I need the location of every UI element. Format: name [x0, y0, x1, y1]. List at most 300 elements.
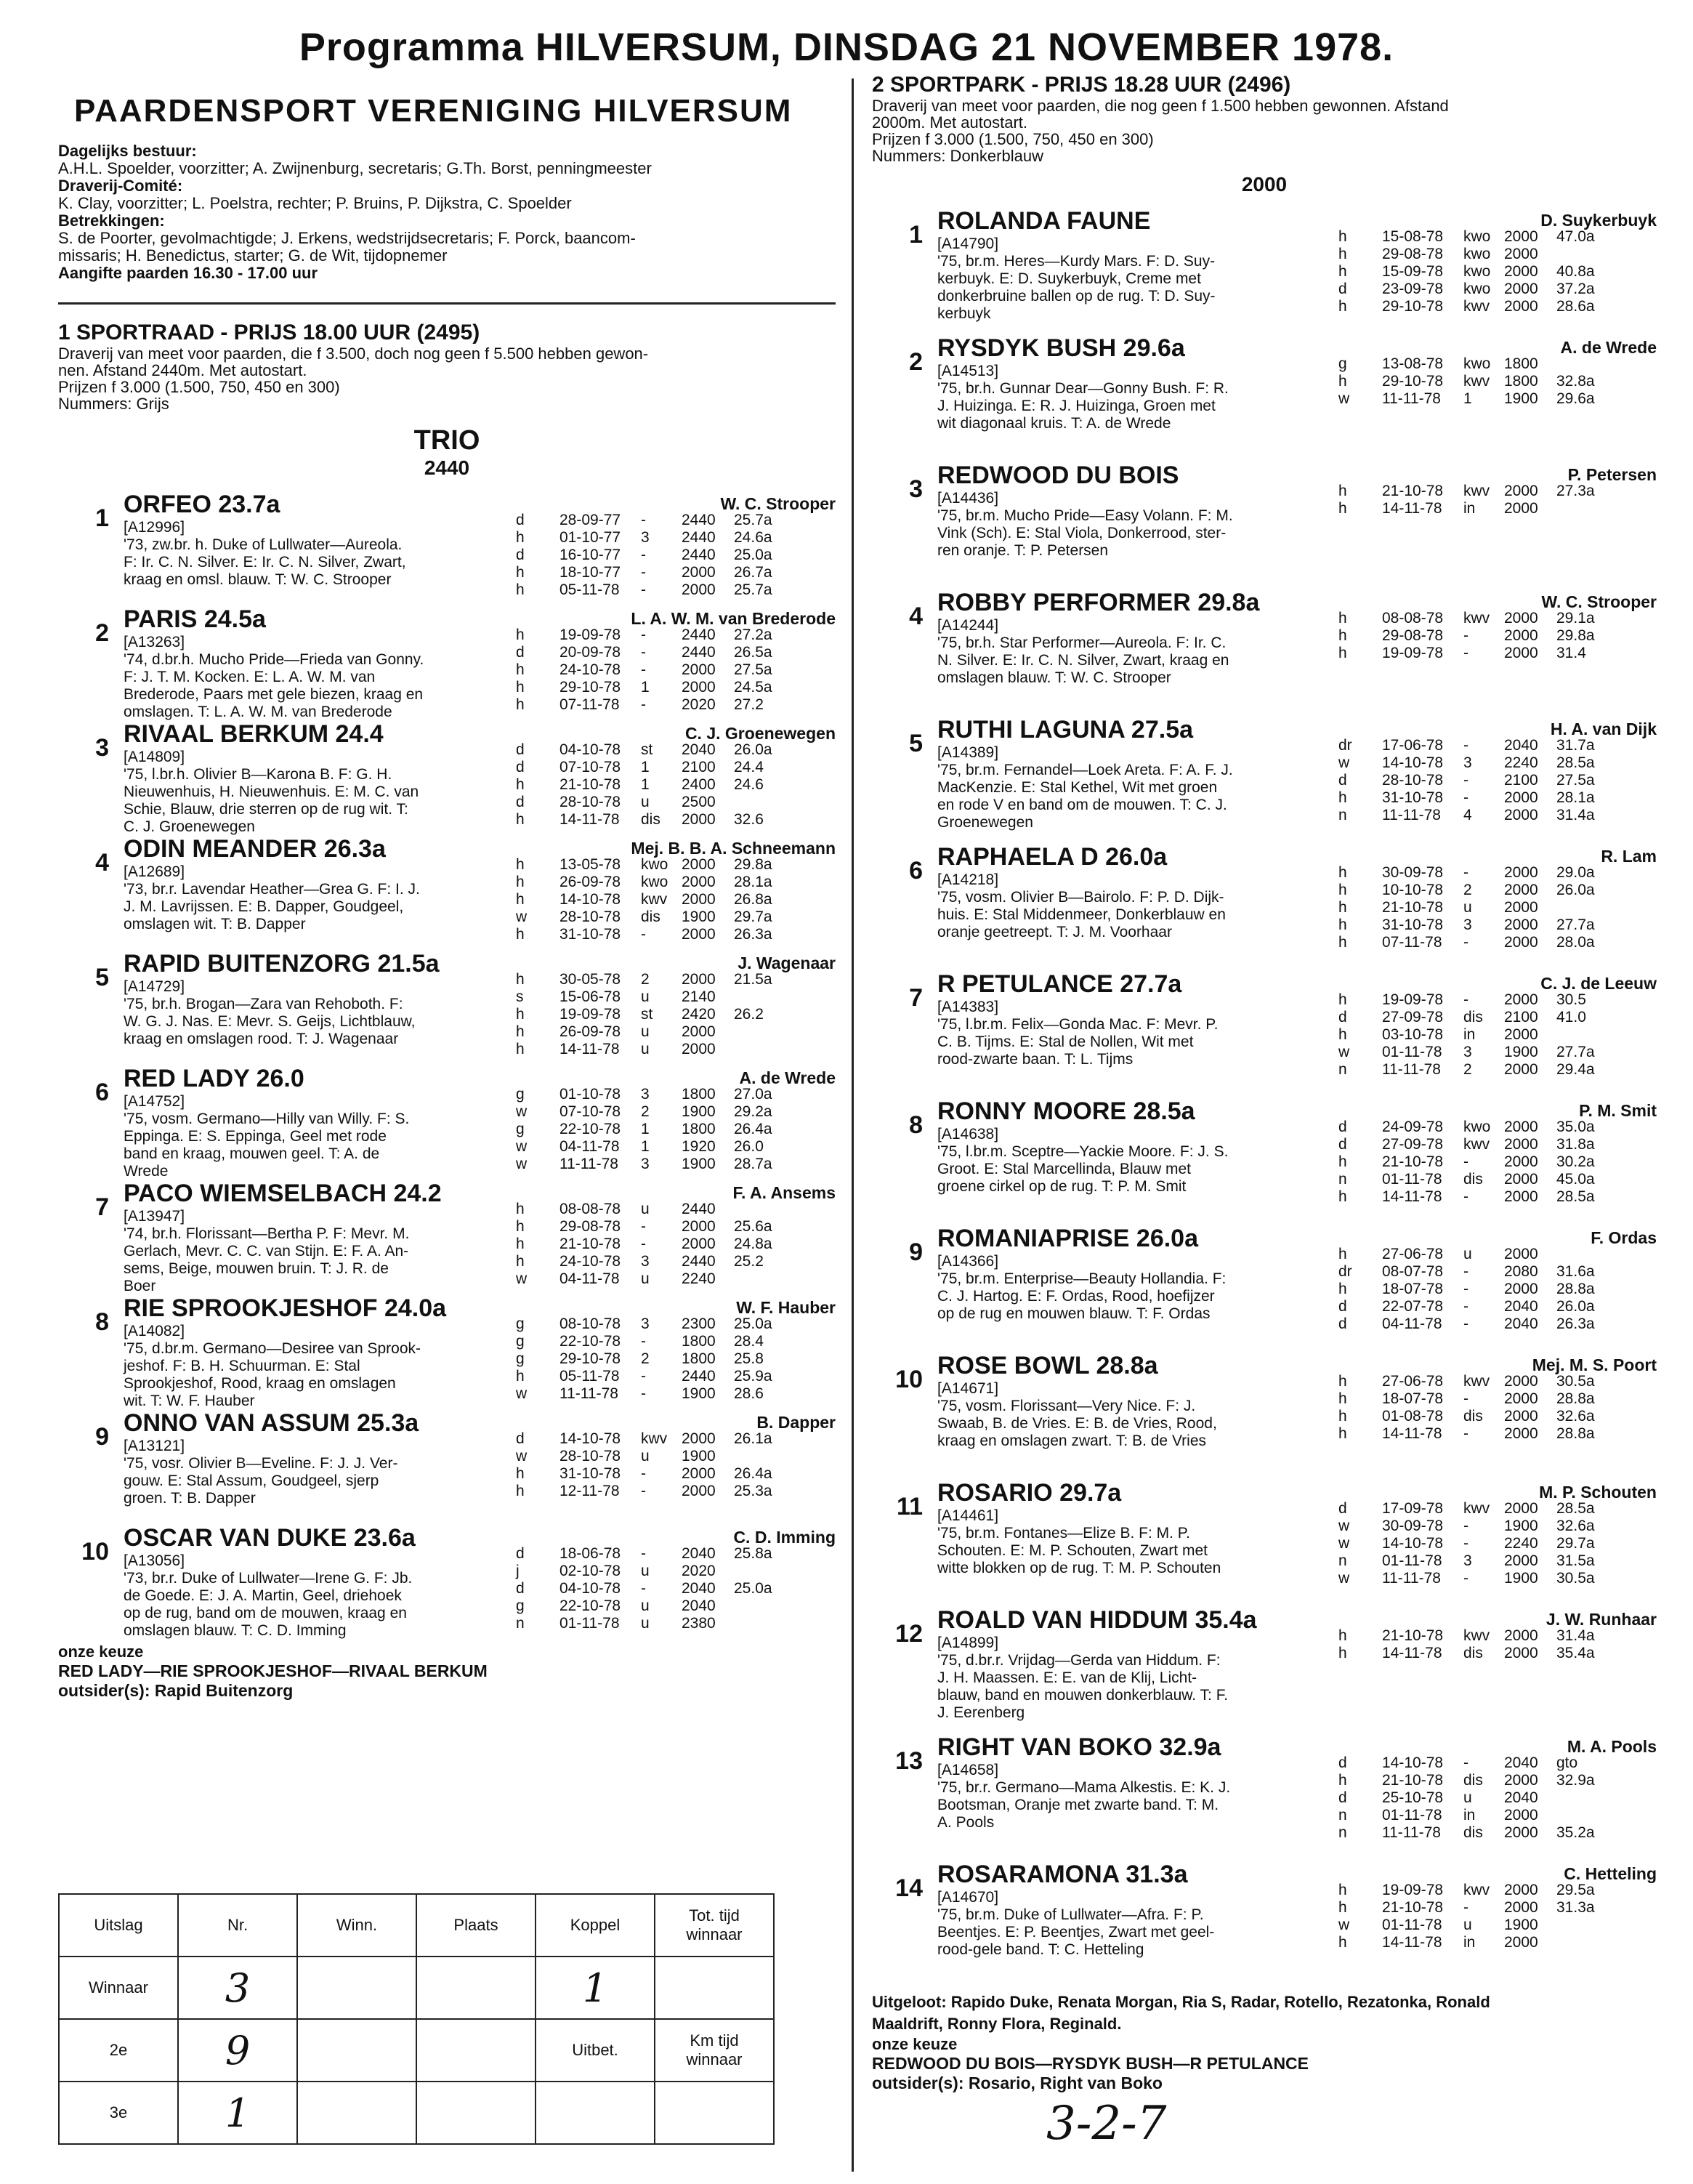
horse-name: ONNO VAN ASSUM 25.3a [124, 1409, 419, 1437]
run-row [1338, 1263, 1658, 1281]
run-cell: 01-11-78 [559, 1615, 620, 1632]
run-row [1338, 1552, 1658, 1570]
run-cell: 31.3a [1556, 1899, 1595, 1916]
run-row [516, 1138, 836, 1156]
run-cell: h [516, 1201, 525, 1217]
run-row [516, 1023, 836, 1041]
run-cell: - [641, 564, 646, 581]
run-cell: 2 [1463, 1061, 1472, 1078]
entry-body [124, 1294, 501, 1410]
run-cell: 2000 [1504, 1807, 1538, 1824]
outsider-value: outsider(s): Rosario, Right van Boko [872, 2074, 1163, 2092]
horse-description-line: F: Ir. C. N. Silver. E: Ir. C. N. Silver, Zwart, [124, 554, 406, 571]
run-cell: g [516, 1121, 525, 1137]
previous-runs [1338, 1119, 1658, 1206]
horse-name: OSCAR VAN DUKE 23.6a [124, 1524, 416, 1552]
horse-entry [872, 1224, 1657, 1351]
run-cell: 21-10-78 [1382, 899, 1444, 916]
trainer-name: A. de Wrede [1560, 338, 1657, 357]
horse-description-line: J. Huizinga. E: R. J. Huizinga, Groen met [937, 398, 1216, 414]
run-cell: 2400 [682, 776, 716, 793]
horse-id: [A14790] [937, 235, 999, 252]
run-cell: h [516, 581, 525, 598]
entry-body [124, 834, 501, 933]
run-cell: - [641, 661, 646, 678]
run-cell: h [1338, 627, 1347, 644]
run-cell: 01-11-78 [1382, 1171, 1442, 1188]
run-row [516, 1448, 836, 1465]
run-cell: kwo [1463, 228, 1491, 245]
run-cell: 2000 [1504, 1882, 1538, 1898]
run-cell: g [516, 1333, 525, 1350]
horse-description-line: groene cirkel op de rug. T: P. M. Smit [937, 1178, 1187, 1195]
run-cell: 24.6a [734, 529, 772, 546]
run-cell: 3 [641, 1253, 650, 1270]
run-cell: 21-10-78 [1382, 1899, 1444, 1916]
run-cell: 29-10-78 [1382, 373, 1444, 390]
run-row [1338, 1246, 1658, 1263]
run-cell: 29.1a [1556, 610, 1595, 626]
horse-id: [A14670] [937, 1889, 999, 1906]
run-cell: 04-10-78 [559, 741, 621, 758]
run-cell: 2000 [1504, 934, 1538, 951]
run-cell: h [1338, 1408, 1347, 1425]
horse-description-line: Beentjes. E: P. Beentjes, Zwart met geel- [937, 1924, 1215, 1941]
run-cell: 2000 [682, 581, 716, 598]
run-cell: 29-08-78 [559, 1218, 621, 1235]
run-cell: w [1338, 1570, 1350, 1587]
run-cell: u [641, 1041, 650, 1057]
table-row [59, 2082, 774, 2144]
run-cell: d [516, 547, 525, 563]
race1-text-line: Prijzen f 3.000 (1.500, 750, 450 en 300) [58, 378, 340, 396]
run-cell: kwo [1463, 263, 1491, 280]
horse-description-line: C. J. Hartog. E: F. Ordas, Rood, hoefijzer [937, 1288, 1215, 1305]
run-cell: 2000 [1504, 281, 1538, 297]
run-cell: 2000 [682, 1430, 716, 1447]
horse-name: REDWOOD DU BOIS [937, 462, 1179, 489]
run-cell: g [1338, 355, 1347, 372]
run-cell: 47.0a [1556, 228, 1595, 245]
run-row [516, 891, 836, 908]
run-cell: - [641, 1368, 646, 1385]
run-row [516, 1201, 836, 1218]
run-cell: 2000 [1504, 1119, 1538, 1135]
run-cell: 14-11-78 [1382, 1645, 1442, 1661]
run-cell: - [1463, 789, 1468, 806]
bestuur-label: Dagelijks bestuur: [58, 142, 197, 160]
run-cell: 2080 [1504, 1263, 1538, 1280]
horse-entry [58, 1294, 836, 1409]
run-cell: h [1338, 373, 1347, 390]
run-cell: w [1338, 1518, 1350, 1534]
trainer-name: A. de Wrede [739, 1068, 836, 1087]
horse-description-line: '75, br.h. Gunnar Dear—Gonny Bush. F: R. [937, 380, 1229, 397]
run-cell: d [516, 794, 525, 810]
run-cell: 22-10-78 [559, 1333, 621, 1350]
run-cell: 25.3a [734, 1483, 772, 1499]
horse-name: ODIN MEANDER 26.3a [124, 835, 386, 863]
run-cell: 21-10-78 [559, 1236, 621, 1252]
run-cell: h [1338, 263, 1347, 280]
horse-id: [A13121] [124, 1438, 185, 1454]
run-cell: 11-11-78 [1382, 1061, 1441, 1078]
run-cell: 2000 [1504, 899, 1538, 916]
run-cell: 2000 [682, 1483, 716, 1499]
run-cell: u [641, 1563, 650, 1579]
run-cell: 11-11-78 [1382, 390, 1441, 407]
table-row [59, 1957, 774, 2019]
entry-number: 9 [95, 1423, 109, 1451]
run-cell: kwo [1463, 1119, 1491, 1135]
run-cell: 24.8a [734, 1236, 772, 1252]
run-cell: 26-09-78 [559, 1023, 621, 1040]
run-cell: 2000 [682, 1023, 716, 1040]
horse-description-line: Brederode, Paars met gele biezen, kraag en [124, 686, 424, 703]
run-row [516, 626, 836, 644]
run-cell: h [1338, 1390, 1347, 1407]
run-cell: - [1463, 1153, 1468, 1170]
section-divider [58, 302, 836, 305]
horse-description-line: wit. T: W. F. Hauber [124, 1393, 255, 1409]
run-cell: h [516, 529, 525, 546]
table-cell [297, 2082, 416, 2144]
entry-body [124, 1064, 501, 1180]
previous-runs [516, 971, 836, 1058]
run-cell: kwo [1463, 355, 1491, 372]
run-cell: 2440 [682, 1368, 716, 1385]
horse-description-line: A. Pools [937, 1814, 995, 1831]
run-cell: 2000 [1504, 298, 1538, 315]
run-cell: kwo [641, 874, 668, 890]
run-row [516, 1545, 836, 1563]
aangifte: Aangifte paarden 16.30 - 17.00 uur [58, 264, 318, 282]
run-cell: 25.9a [734, 1368, 772, 1385]
run-cell: h [516, 1236, 525, 1252]
run-cell: 27.7a [1556, 916, 1595, 933]
run-cell: 27.2 [734, 696, 764, 713]
handwritten-signature: 3-2-7 [1046, 2097, 1167, 2151]
race1-heading: 1 SPORTRAAD - PRIJS 18.00 UUR (2495) [58, 321, 480, 344]
previous-runs [1338, 228, 1658, 315]
run-row [1338, 1807, 1658, 1824]
entry-body [124, 1523, 501, 1640]
entry-body [937, 842, 1330, 941]
run-cell: 28.1a [734, 874, 772, 890]
run-cell: d [1338, 1009, 1347, 1025]
run-cell: h [1338, 1934, 1347, 1951]
run-cell: kwv [1463, 373, 1490, 390]
run-cell: h [516, 564, 525, 581]
run-cell: 11-11-78 [1382, 807, 1441, 823]
run-cell: 1900 [1504, 1044, 1538, 1060]
run-cell: h [516, 1368, 525, 1385]
horse-id: [A14082] [124, 1323, 185, 1339]
horse-entry [872, 1605, 1657, 1733]
uitgeloot [872, 1991, 1657, 2035]
run-cell: 32.6a [1556, 1518, 1595, 1534]
run-cell: 24-09-78 [1382, 1119, 1444, 1135]
previous-runs [516, 741, 836, 829]
run-row [516, 741, 836, 759]
entry-body [937, 334, 1330, 432]
run-cell: 30-05-78 [559, 971, 621, 988]
entry-number: 10 [81, 1538, 109, 1566]
horse-description-line: MacKenzie. E: Stal Kethel, Wit met groen [937, 779, 1218, 796]
run-row [1338, 1281, 1658, 1298]
run-cell: 2440 [682, 1201, 716, 1217]
horse-entry [872, 970, 1657, 1097]
run-cell: 14-11-78 [559, 1041, 620, 1057]
run-cell: 04-10-78 [559, 1580, 621, 1597]
trainer-name: Mej. B. B. A. Schneemann [631, 839, 836, 858]
entry-body [937, 1860, 1330, 1959]
run-row [1338, 864, 1658, 882]
run-cell: n [1338, 1171, 1347, 1188]
run-cell: 11-11-78 [1382, 1570, 1441, 1587]
horse-description-line: N. Silver. E: Ir. C. N. Silver, Zwart, kraag en [937, 652, 1229, 669]
run-cell: h [516, 1218, 525, 1235]
run-cell: 28.6a [1556, 298, 1595, 315]
trainer-name: M. A. Pools [1567, 1737, 1657, 1756]
run-cell: 26.4a [734, 1121, 772, 1137]
horse-description-line: kraag en omslagen rood. T: J. Wagenaar [124, 1031, 399, 1047]
run-cell: 1800 [1504, 355, 1538, 372]
run-cell: 28.8a [1556, 1390, 1595, 1407]
uitgeloot-line: Uitgeloot: Rapido Duke, Renata Morgan, Ria S, Radar, Rotello, Rezatonka, Ronald [872, 1993, 1490, 2011]
run-cell: 07-10-78 [559, 759, 621, 775]
run-cell: d [1338, 772, 1347, 789]
run-cell: 21-10-78 [1382, 1627, 1444, 1644]
race1-conditions [58, 345, 836, 412]
horse-description-line: gouw. E: Stal Assum, Goudgeel, sjerp [124, 1472, 379, 1489]
horse-id: [A14671] [937, 1380, 999, 1397]
run-row [1338, 1188, 1658, 1206]
horse-description-line: witte blokken op de rug. T: M. P. Schouten [937, 1560, 1221, 1576]
run-cell: 14-10-78 [1382, 1754, 1444, 1771]
run-cell: 2000 [682, 1041, 716, 1057]
race2-heading: 2 SPORTPARK - PRIJS 18.28 UUR (2496) [872, 73, 1291, 97]
run-cell: 45.0a [1556, 1171, 1595, 1188]
race2-picks [872, 2035, 1657, 2093]
run-cell: 1 [641, 776, 650, 793]
entry-body [937, 206, 1330, 323]
horse-description-line: '73, br.r. Duke of Lullwater—Irene G. F: Jb. [124, 1570, 413, 1587]
club-info [58, 142, 836, 282]
entry-number: 4 [909, 603, 923, 630]
horse-description-line: Schouten. E: M. P. Schouten, Zwart met [937, 1542, 1208, 1559]
horse-entry [58, 720, 836, 834]
previous-runs [1338, 1373, 1658, 1443]
run-cell: 1800 [682, 1350, 716, 1367]
run-cell [734, 794, 807, 811]
horse-description-line: Groot. E: Stal Marcellinda, Blauw met [937, 1161, 1191, 1177]
table-cell: Winnaar [59, 1957, 178, 2019]
run-cell: st [641, 1006, 653, 1023]
column-divider [852, 78, 854, 2172]
run-cell: - [641, 1385, 646, 1402]
run-row [1338, 390, 1658, 408]
run-row [516, 1041, 836, 1058]
run-cell: 2000 [1504, 1061, 1538, 1078]
horse-description-line: Boer [124, 1278, 156, 1294]
run-row [1338, 1061, 1658, 1079]
club-name: PAARDENSPORT VERENIGING HILVERSUM [74, 93, 793, 129]
run-cell: 24.4 [734, 759, 764, 775]
run-cell: 31.7a [1556, 737, 1595, 754]
horse-entry [58, 605, 836, 720]
run-cell: - [641, 581, 646, 598]
horse-name: RUTHI LAGUNA 27.5a [937, 716, 1194, 744]
run-cell: 1900 [1504, 1570, 1538, 1587]
run-cell: - [1463, 1899, 1468, 1916]
horse-id: [A13947] [124, 1208, 185, 1225]
run-cell: h [1338, 882, 1347, 898]
horse-id: [A14461] [937, 1507, 999, 1524]
run-row [516, 1563, 836, 1580]
horse-description-line: op de rug, band om de mouwen, kraag en [124, 1605, 407, 1621]
run-cell: 25.6a [734, 1218, 772, 1235]
run-cell [734, 1201, 807, 1218]
run-row [1338, 1789, 1658, 1807]
horse-name: RIE SPROOKJESHOF 24.0a [124, 1294, 447, 1322]
run-cell: kwv [641, 1430, 668, 1447]
run-cell: 25.7a [734, 512, 772, 528]
run-cell: 32.6 [734, 811, 764, 828]
run-row [1338, 1044, 1658, 1061]
run-cell: 24.5a [734, 679, 772, 696]
run-cell: dr [1338, 737, 1352, 754]
run-cell: 2440 [682, 529, 716, 546]
run-cell: in [1463, 1807, 1476, 1824]
run-row [1338, 754, 1658, 772]
run-cell: 30-09-78 [1382, 864, 1444, 881]
run-cell: 19-09-78 [559, 1006, 621, 1023]
horse-description-line: op de rug en mouwen blauw. T: F. Ordas [937, 1305, 1211, 1322]
run-cell: 29-08-78 [1382, 246, 1444, 262]
run-cell: 1800 [682, 1121, 716, 1137]
trainer-name: C. J. de Leeuw [1540, 974, 1657, 993]
table-cell [536, 2082, 655, 2144]
entry-body [937, 970, 1330, 1068]
run-cell: - [1463, 645, 1468, 661]
run-cell: d [1338, 1754, 1347, 1771]
run-cell: dis [641, 908, 660, 925]
run-cell: 01-11-78 [1382, 1044, 1442, 1060]
run-row [1338, 1518, 1658, 1535]
run-cell: - [1463, 1390, 1468, 1407]
run-row [516, 874, 836, 891]
run-cell: 22-10-78 [559, 1597, 621, 1614]
run-cell: - [1463, 991, 1468, 1008]
trainer-name: R. Lam [1601, 847, 1657, 866]
entry-body [937, 1733, 1330, 1832]
run-row [516, 581, 836, 599]
run-cell: h [1338, 1627, 1347, 1644]
table-header: Winn. [297, 1894, 416, 1957]
run-cell: 29.2a [734, 1103, 772, 1120]
run-cell: 01-10-77 [559, 529, 621, 546]
run-cell: 08-07-78 [1382, 1263, 1444, 1280]
run-cell [1556, 1246, 1629, 1263]
run-cell: 2000 [682, 1218, 716, 1235]
run-cell: 3 [641, 1086, 650, 1103]
run-cell: h [516, 874, 525, 890]
horse-description-line: omslagen blauw. T: W. C. Strooper [937, 669, 1171, 686]
horse-name: ROSE BOWL 28.8a [937, 1352, 1158, 1379]
run-cell: 27.7a [1556, 1044, 1595, 1060]
horse-entry [58, 834, 836, 949]
run-cell: h [1338, 610, 1347, 626]
run-cell: 2380 [682, 1615, 716, 1632]
run-cell: 27.3a [1556, 483, 1595, 499]
run-cell: 37.2a [1556, 281, 1595, 297]
horse-description-line: Eppinga. E: S. Eppinga, Geel met rode [124, 1128, 387, 1145]
entry-number: 5 [909, 730, 923, 757]
run-cell: 2000 [1504, 610, 1538, 626]
run-cell: 21-10-78 [1382, 1772, 1444, 1789]
run-cell: 14-11-78 [1382, 1425, 1442, 1442]
betrekkingen-label: Betrekkingen: [58, 211, 165, 230]
run-cell: 2000 [1504, 1500, 1538, 1517]
run-cell: kwo [1463, 281, 1491, 297]
run-row [516, 547, 836, 564]
run-row [1338, 1535, 1658, 1552]
run-cell: h [516, 1465, 525, 1482]
run-cell: 01-10-78 [559, 1086, 621, 1103]
run-cell: 14-11-78 [559, 811, 620, 828]
run-cell: 28.6 [734, 1385, 764, 1402]
run-cell: 3 [1463, 1552, 1472, 1569]
run-cell: 31.4a [1556, 807, 1595, 823]
horse-entry [872, 1733, 1657, 1860]
run-cell: 2100 [1504, 772, 1538, 789]
horse-entry [872, 1097, 1657, 1224]
previous-runs [1338, 355, 1658, 408]
run-cell: u [1463, 1789, 1472, 1806]
run-row [1338, 1917, 1658, 1934]
run-row [1338, 1009, 1658, 1026]
entry-body [937, 588, 1330, 687]
run-cell: 28.5a [1556, 1500, 1595, 1517]
run-row [516, 1103, 836, 1121]
run-row [516, 1368, 836, 1385]
run-cell: - [641, 547, 646, 563]
run-cell: h [1338, 1153, 1347, 1170]
run-cell: 13-08-78 [1382, 355, 1444, 372]
run-cell: 2 [641, 1350, 650, 1367]
run-cell: 14-11-78 [1382, 1188, 1442, 1205]
table-header: Tot. tijd winnaar [655, 1894, 774, 1957]
horse-entry [58, 490, 836, 605]
run-cell: 2000 [682, 564, 716, 581]
horse-description-line: '75, br.m. Enterprise—Beauty Hollandia. F: [937, 1270, 1227, 1287]
horse-name: ROSARIO 29.7a [937, 1479, 1122, 1507]
horse-id: [A14366] [937, 1253, 999, 1270]
horse-description-line: rood-zwarte baan. T: L. Tijms [937, 1051, 1134, 1068]
horse-name: RAPHAELA D 26.0a [937, 843, 1168, 871]
run-cell: h [1338, 789, 1347, 806]
run-cell: 30.5 [1556, 991, 1586, 1008]
run-row [516, 529, 836, 547]
run-row [516, 759, 836, 776]
horse-description-line: '75, d.br.m. Germano—Desiree van Sprook- [124, 1340, 421, 1357]
run-cell: 31.5a [1556, 1552, 1595, 1569]
run-cell: - [641, 926, 646, 943]
horse-description-line: Wrede [124, 1163, 169, 1180]
run-row [1338, 1500, 1658, 1518]
run-cell: 3 [1463, 916, 1472, 933]
